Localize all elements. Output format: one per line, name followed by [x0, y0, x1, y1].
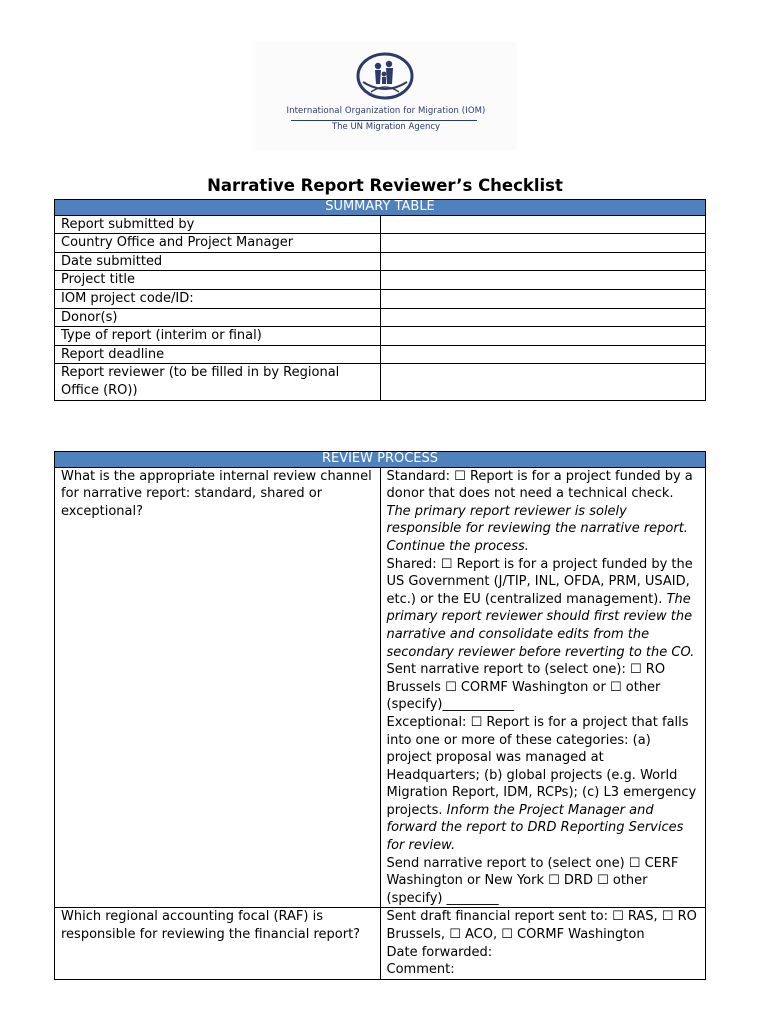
- iom-emblem-icon: [353, 52, 417, 102]
- logo-divider: [291, 120, 477, 121]
- row-label: Date submitted: [55, 252, 381, 271]
- financial-report-sent-to[interactable]: Sent draft financial report sent to: ☐ RAS, ☐ RO Brussels, ☐ ACO, ☐ CORMF Washington: [386, 909, 697, 943]
- row-label: Type of report (interim or final): [55, 327, 381, 346]
- row-label: Donor(s): [55, 308, 381, 327]
- row-value[interactable]: [380, 252, 706, 271]
- row-value[interactable]: [380, 215, 706, 234]
- date-forwarded-field[interactable]: Date forwarded:: [386, 944, 493, 960]
- review-channel-question: What is the appropriate internal review channel for narrative report: standard, shared or exceptional?: [55, 467, 381, 908]
- table-row: [55, 215, 706, 234]
- review-channel-options: [380, 467, 706, 908]
- row-label: Country Office and Project Manager: [55, 234, 381, 253]
- standard-option[interactable]: Standard: ☐ Report is for a project funded by a donor that does not need a technical check. The primary report reviewer is solely responsible for reviewing the narrative report. Continue the process.: [386, 468, 693, 554]
- table-row: [55, 327, 706, 346]
- table-row: [55, 234, 706, 253]
- row-value[interactable]: [380, 308, 706, 327]
- agency-name: The UN Migration Agency: [331, 122, 441, 132]
- summary-table: [54, 199, 706, 401]
- table-row: [55, 308, 706, 327]
- row-value[interactable]: [380, 234, 706, 253]
- row-value[interactable]: [380, 345, 706, 364]
- row-label: Report submitted by: [55, 215, 381, 234]
- table-row: [55, 908, 706, 979]
- exceptional-option[interactable]: Exceptional: ☐ Report is for a project that falls into one or more of these categories: (a) project proposal was managed at Headquarters; (b) global projects (e.g. World Migration Report, IDM, RCPs); (c) L3 emergency projects. Inform the Project Manager and forward the report to DRD Reporting Services for review.: [386, 714, 697, 854]
- row-label: Report deadline: [55, 345, 381, 364]
- comment-field[interactable]: Comment:: [386, 962, 455, 978]
- row-label: Project title: [55, 271, 381, 290]
- iom-logo: [255, 42, 517, 150]
- row-value[interactable]: [380, 271, 706, 290]
- table-row: [55, 289, 706, 308]
- sent-to-selection[interactable]: Sent narrative report to (select one): ☐ RO Brussels ☐ CORMF Washington or ☐ other (specify)___________: [386, 662, 666, 713]
- row-value[interactable]: [380, 364, 706, 400]
- summary-table-header: SUMMARY TABLE: [55, 200, 706, 216]
- row-value[interactable]: [380, 327, 706, 346]
- table-row: [55, 364, 706, 400]
- table-row: [55, 252, 706, 271]
- row-label: Report reviewer (to be filled in by Regional Office (RO)): [55, 364, 381, 400]
- send-to-selection[interactable]: Send narrative report to (select one) ☐ CERF Washington or New York ☐ DRD ☐ other (specify) ________: [386, 855, 679, 906]
- review-table: [54, 451, 706, 980]
- table-row: [55, 271, 706, 290]
- raf-question: Which regional accounting focal (RAF) is responsible for reviewing the financial report?: [55, 908, 381, 979]
- table-row: [55, 345, 706, 364]
- shared-option[interactable]: Shared: ☐ Report is for a project funded by the US Government (J/TIP, INL, OFDA, PRM, USAID, etc.) or the EU (centralized management). The primary report reviewer should first review the narrative and consolidate edits from the secondary reviewer before reverting to the CO.: [386, 556, 695, 660]
- page-title: Narrative Report Reviewer’s Checklist: [207, 176, 563, 195]
- raf-options: [380, 908, 706, 979]
- org-name: International Organization for Migration (IOM): [286, 106, 486, 116]
- row-label: IOM project code/ID:: [55, 289, 381, 308]
- review-table-header: REVIEW PROCESS: [55, 452, 706, 468]
- table-row: [55, 467, 706, 908]
- row-value[interactable]: [380, 289, 706, 308]
